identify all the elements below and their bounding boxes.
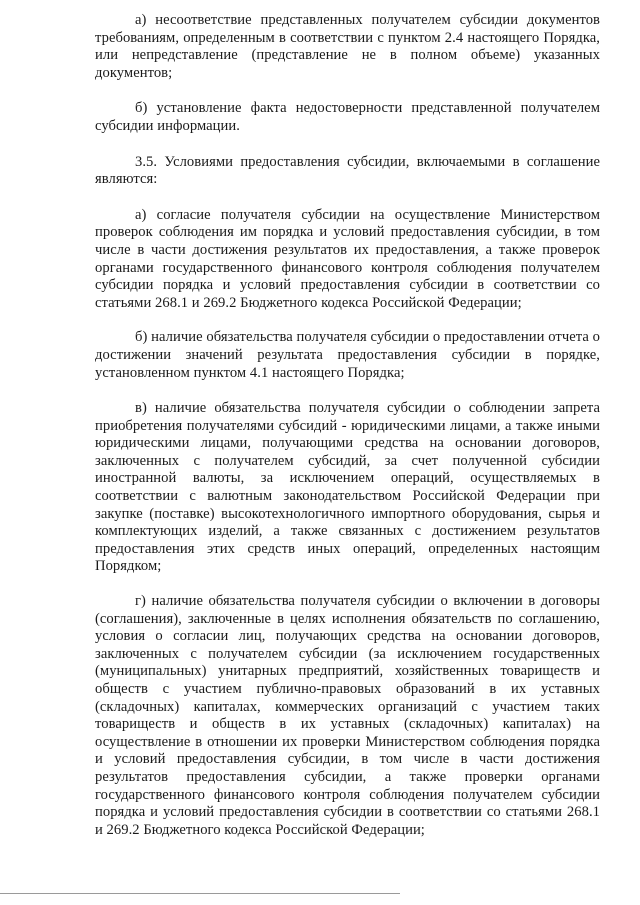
paragraph-b-inaccuracy: б) установление факта недостоверности представленной получателем субсидии информации. (95, 100, 600, 134)
paragraph-3-5-conditions: 3.5. Условиями предоставления субсидии, включаемыми в соглашение являются: (95, 153, 600, 188)
paragraph-a-noncompliance: а) несоответствие представленных получателем субсидии документов требованиям, определенным в соответствии с пунктом 2.4 настоящего Порядка, или непредставление (представление не в полном объеме) указанных документов; (95, 12, 600, 81)
paragraph-a-consent: а) согласие получателя субсидии на осуществление Министерством проверок соблюдения им порядка и условий предоставления субсидии, в том числе в части достижения результатов их предоставления, а также проверок органами государственного финансового контроля соблюдения получателем субсидии порядка и условий предоставления субсидии в соответствии со статьями 268.1 и 269.2 Бюджетного кодекса Российской Федерации; (95, 206, 600, 311)
footer-divider (0, 893, 400, 894)
paragraph-v-currency: в) наличие обязательства получателя субсидии о соблюдении запрета приобретения получателями субсидий - юридическими лицами, а также иными юридическими лицами, получающими средства на основании договоров, заключенных с получателем субсидий, за счет полученной субсидии иностранной валюты, за исключением операций, осуществляемых в соответствии с валютным законодательством Российской Федерации при закупке (поставке) высокотехнологичного импортного оборудования, сырья и комплектующих изделий, а также связанных с достижением результатов предоставления этих средств иных операций, определенных настоящим Порядком; (95, 400, 600, 575)
document-page (95, 12, 600, 839)
paragraph-g-contracts: г) наличие обязательства получателя субсидии о включении в договоры (соглашения), заключенные в целях исполнения обязательств по соглашению, условия о согласии лиц, получающих средства на основании договоров, заключенных с получателем субсидии (за исключением государственных (муниципальных) унитарных предприятий, хозяйственных товариществ и обществ с участием публично-правовых образований в их уставных (складочных) капиталах, коммерческих организаций с участием таких товариществ и обществ в их уставных (складочных) капиталах) на осуществление в отношении их проверки Министерством соблюдения порядка и условий предоставления субсидии, в том числе в части достижения результатов предоставления субсидии, а также проверки органами государственного финансового контроля соблюдения получателем субсидии порядка и условий предоставления субсидии в соответствии со статьями 268.1 и 269.2 Бюджетного кодекса Российской Федерации; (95, 593, 600, 838)
paragraph-b-report: б) наличие обязательства получателя субсидии о предоставлении отчета о достижении значений результата предоставления субсидии в порядке, установленном пунктом 4.1 настоящего Порядка; (95, 329, 600, 381)
